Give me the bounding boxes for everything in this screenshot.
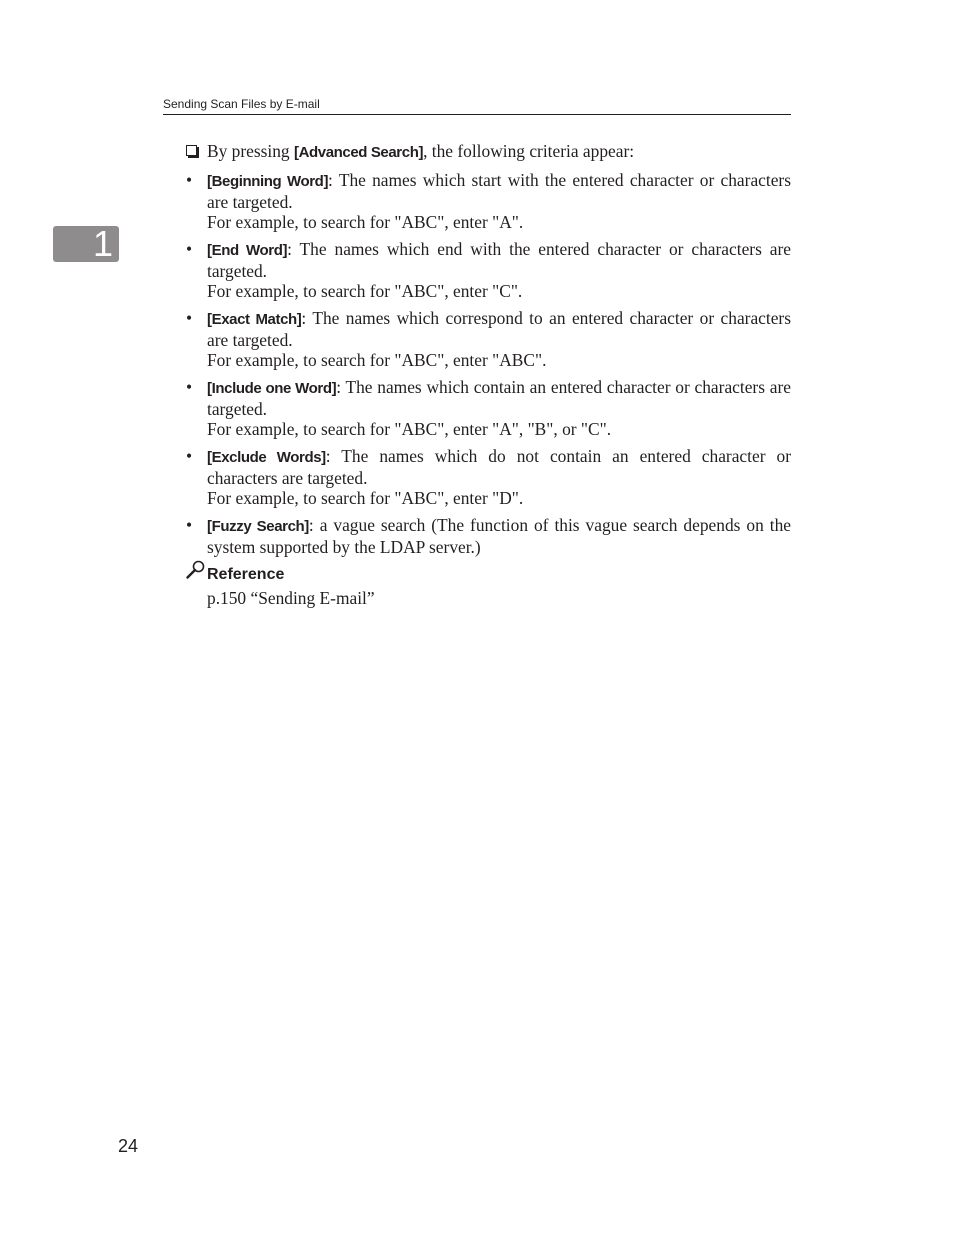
list-item-exact-match: [186, 308, 791, 370]
bullet-icon: •: [186, 239, 193, 259]
main-content: [186, 141, 791, 608]
note-prefix: By pressing: [207, 141, 294, 161]
criterion-key: [Exclude Words]: [207, 449, 326, 466]
reference-heading: [186, 565, 791, 585]
reference-label: Reference: [207, 566, 285, 583]
bullet-icon: •: [186, 377, 193, 397]
criterion-example: For example, to search for "ABC", enter "A".: [207, 212, 524, 232]
list-item-exclude-words: [186, 446, 791, 508]
criterion-example: For example, to search for "ABC", enter "A", "B", or "C".: [207, 419, 612, 439]
criterion-example: For example, to search for "ABC", enter "C".: [207, 281, 523, 301]
criterion-example: For example, to search for "ABC", enter "D".: [207, 488, 524, 508]
criterion-key: [End Word]: [207, 242, 288, 259]
bullet-icon: •: [186, 308, 193, 328]
note-advanced-search: [186, 141, 791, 163]
criterion-key: [Fuzzy Search]: [207, 518, 309, 535]
criterion-description: : The names which start with the entered character or characters are targeted.: [207, 170, 791, 212]
advanced-search-key: [Advanced Search]: [293, 144, 424, 161]
chapter-tab: [53, 223, 119, 264]
list-item-fuzzy-search: [186, 515, 791, 557]
magnifier-icon: [186, 560, 206, 580]
note-suffix: , the following criteria appear:: [423, 141, 635, 161]
criterion-example: For example, to search for "ABC", enter "ABC".: [207, 350, 547, 370]
list-item-include-one-word: [186, 377, 791, 439]
checkbox-bullet-icon: [186, 145, 197, 156]
criteria-list: [186, 170, 791, 557]
criterion-description: : The names which correspond to an entered character or characters are targeted.: [207, 308, 791, 350]
criterion-description: : The names which contain an entered character or characters are targeted.: [207, 377, 791, 419]
list-item-end-word: [186, 239, 791, 301]
criterion-key: [Beginning Word]: [207, 173, 329, 190]
criterion-description: : The names which end with the entered character or characters are targeted.: [207, 239, 791, 281]
criterion-description: : a vague search (The function of this vague search depends on the system supported by the LDAP server.): [207, 515, 791, 557]
page-number: 24: [118, 1136, 139, 1156]
bullet-icon: •: [186, 446, 193, 466]
list-item-beginning-word: [186, 170, 791, 232]
criterion-key: [Include one Word]: [207, 380, 337, 397]
bullet-icon: •: [186, 170, 193, 190]
running-header: Sending Scan Files by E-mail: [163, 96, 791, 115]
bullet-icon: •: [186, 515, 193, 535]
chapter-number: 1: [92, 223, 113, 264]
reference-link[interactable]: p.150 “Sending E-mail”: [207, 588, 375, 608]
criterion-description: : The names which do not contain an entered character or characters are targeted.: [207, 446, 791, 488]
criterion-key: [Exact Match]: [207, 311, 302, 328]
